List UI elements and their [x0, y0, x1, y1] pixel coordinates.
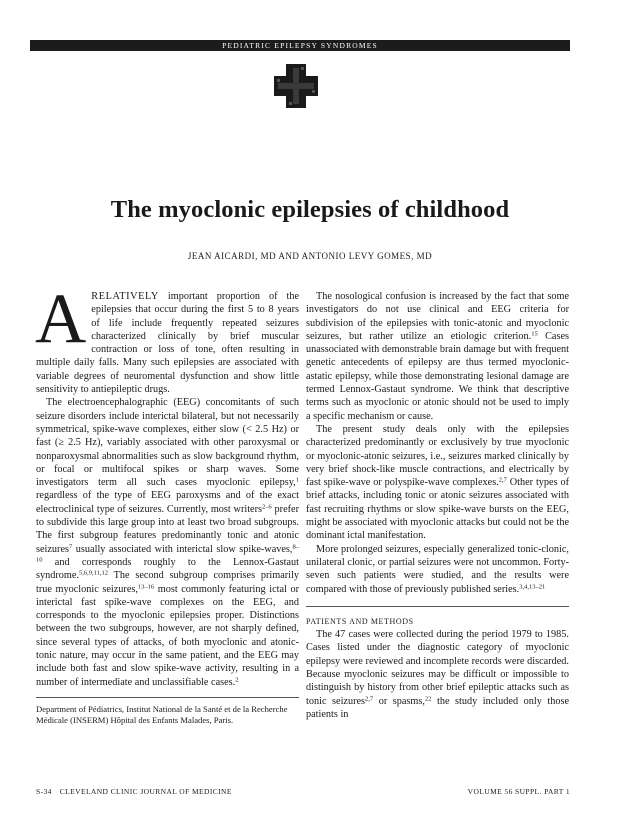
- body-text: The electroencephalographic (EEG) concomitants of such seizure disorders include interictal bilateral, but not necessarily symmetrical, spike-wave complexes, either slow (< 2.5 Hz) or fast (≥ 2.5 Hz), variably associated with other paroxysmal or nonparoxysmal abnormalities such as slow background rhythm, or focal or multifocal spikes or sharp waves. Some investigators term all such cases myoclonic epilepsy,: [36, 397, 299, 489]
- citation: 2: [235, 676, 239, 684]
- citation: 7: [69, 543, 73, 551]
- journal-name: CLEVELAND CLINIC JOURNAL OF MEDICINE: [59, 787, 232, 796]
- body-text: prefer to subdivide this large group into at least two broad subgroups. The first subgroup features predominantly tonic and atonic seizures: [36, 503, 299, 555]
- body-text: The nosological confusion is increased by the fact that some investigators do not use clinical and EEG criteria for subdivision of the epilepsies with tonic-atonic and myoclonic seizures, but rather utilize an etiologic criterion.: [306, 291, 569, 342]
- left-column: [35, 280, 299, 726]
- seizures-paragraph: [306, 543, 569, 596]
- body-text: More prolonged seizures, especially generalized tonic-clonic, unilateral clonic, or partial seizures were not uncommon. Forty-seven such patients were studied, and the results were compared with those of previously published series.: [306, 543, 569, 595]
- footer-left: [36, 787, 240, 796]
- running-header: PEDIATRIC EPILEPSY SYNDROMES: [30, 40, 570, 51]
- page-number: S-34: [36, 787, 52, 796]
- citation: 22: [424, 695, 432, 703]
- body-text: and corresponds roughly to the Lennox-Gastaut syndrome.: [36, 556, 299, 582]
- intro-paragraph: [35, 280, 299, 396]
- body-text: usually associated with interictal slow spike-waves,: [72, 543, 293, 555]
- footer-volume: VOLUME 56 SUPPL. PART 1: [467, 787, 570, 796]
- section-divider: [306, 606, 569, 607]
- citation: 1: [295, 476, 299, 484]
- body-text: regardless of the type of EEG paroxysms and of the exact electroclinical type of seizures. Currently, most writers: [36, 490, 299, 515]
- intro-lead: RELATIVELY: [91, 291, 159, 302]
- article-title: The myoclonic epilepsies of childhood: [110, 196, 510, 223]
- methods-paragraph: [306, 628, 569, 721]
- affiliation-divider: [36, 697, 299, 698]
- citation: 15: [531, 330, 538, 338]
- body-text: the study included only those patients in: [306, 695, 569, 720]
- eeg-paragraph: [36, 396, 299, 689]
- body-text: The present study deals only with the epilepsies characterized predominantly or exclusively by true myoclonic or myoclonic-atonic seizures, i.e., seizures marked clinically by very brief shock-like muscle contractions, and electrically by fast spike-wave or polyspike-wave complexes.: [306, 423, 569, 489]
- body-text: most commonly featuring ictal or interictal fast spike-wave complexes on the EEG, and corresponds to the myoclonic epilepsies proper. Distinctions between the two subgroups, however, are not sharply defined, since several types of attacks, of both myoclonic and atonic-tonic nature, may occur in the same patient, and the EEG may include both fast and slow spike-wave activity, resulting in a number of intermediate and unclassifiable cases.: [36, 583, 299, 688]
- drop-cap: A: [35, 280, 87, 358]
- body-text: The 47 cases were collected during the period 1979 to 1985. Cases listed under the diagnostic category of myoclonic epilepsy were reviewed and incomplete records were discarded. Because myoclonic seizures may be difficult or impossible to distinguish by history from other brief epileptic attacks such as tonic seizures: [306, 629, 569, 707]
- citation: 2,7: [365, 695, 374, 703]
- author-affiliation: Department of Pédiatrics, Institut National de la Santé et de la Recherche Médicale (INSERM) Hôpital des Enfants Malades, Paris.: [36, 703, 288, 725]
- body-text: Cases unassociated with demonstrable brain damage but with frequent genetic antecedents of epilepsy are thus termed myoclonic-astatic epilepsy, while those demonstrating lesional damage are termed Lennox-Gastaut syndrome. We think that descriptive terms such as myoclonic or atonic should not be used to imply a specific mechanism or cause.: [306, 330, 569, 422]
- article-authors: JEAN AICARDI, MD AND ANTONIO LEVY GOMES, MD: [187, 251, 433, 261]
- citation: 8–10: [36, 543, 299, 564]
- body-text: or spasms,: [373, 695, 425, 707]
- nosology-paragraph: [306, 290, 569, 423]
- body-text: The second subgroup comprises primarily true myoclonic seizures,: [36, 570, 299, 595]
- intro-text: important proportion of the epilepsies that occur during the first 5 to 8 years of life include frequently repeated seizures characterized clinically by brief muscular contraction or loss of tone, often resulting in multiple daily falls. Many such epilepsies are associated with variable degrees of neuromental dysfunction and show little sensitivity to antiepileptic drugs.: [36, 291, 299, 396]
- citation: 13–16: [137, 583, 155, 591]
- citation: 5,6,9,11,12: [79, 569, 109, 577]
- section-heading: PATIENTS AND METHODS: [306, 616, 414, 626]
- citation: 2–6: [262, 503, 272, 511]
- citation: 2,7: [498, 476, 507, 484]
- study-scope-paragraph: [306, 423, 569, 543]
- right-column: [306, 290, 569, 721]
- cross-logo-icon: [272, 62, 320, 110]
- body-text: Other types of brief attacks, including tonic or atonic seizures associated with fast recruiting rhythms or slow spike-wave bursts on the EEG, might be associated with myoclonic attacks but could not be the dominant ictal manifestation.: [306, 477, 569, 542]
- citation: 3,4,13–21: [519, 583, 546, 591]
